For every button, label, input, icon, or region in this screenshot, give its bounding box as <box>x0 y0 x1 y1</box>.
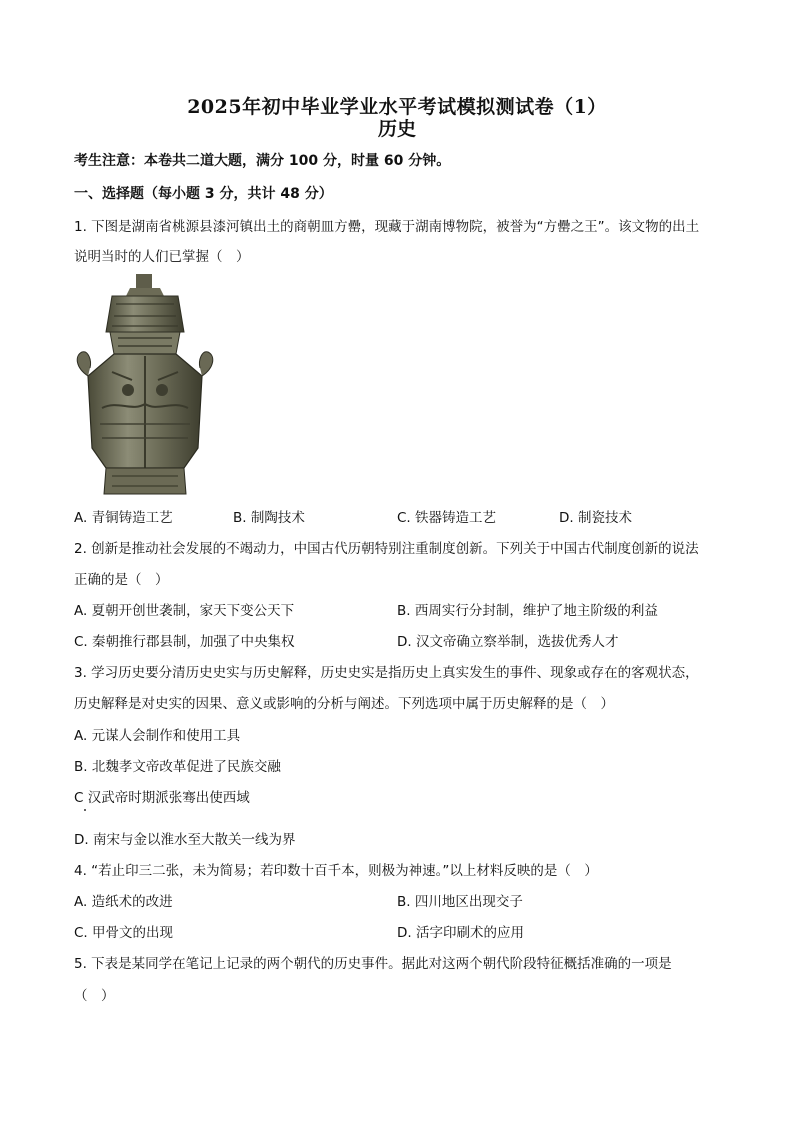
question-1-option-b[interactable]: B. 制陶技术 <box>233 510 305 526</box>
question-2-option-a[interactable]: A. 夏朝开创世袭制，家天下变公天下 <box>74 603 295 619</box>
bronze-vessel-image <box>72 272 218 498</box>
stray-dot-mark <box>84 809 86 811</box>
question-1-option-d[interactable]: D. 制瓷技术 <box>559 510 632 526</box>
question-2-option-b[interactable]: B. 西周实行分封制，维护了地主阶级的利益 <box>397 603 658 619</box>
question-3-option-d[interactable]: D. 南宋与金以淮水至大散关一线为界 <box>74 832 296 848</box>
section-heading: 一、选择题（每小题 3 分，共计 48 分） <box>74 186 333 202</box>
question-3-stem-line2: 历史解释是对史实的因果、意义或影响的分析与阐述。下列选项中属于历史解释的是（ ） <box>74 696 614 712</box>
question-4-option-c[interactable]: C. 甲骨文的出现 <box>74 925 174 941</box>
question-3-stem-line1: 3. 学习历史要分清历史史实与历史解释，历史史实是指历史上真实发生的事件、现象或存在的客观状态， <box>74 665 699 681</box>
question-3-option-a[interactable]: A. 元谋人会制作和使用工具 <box>74 728 241 744</box>
question-4-option-b[interactable]: B. 四川地区出现交子 <box>397 894 523 910</box>
question-2-option-d[interactable]: D. 汉文帝确立察举制，选拔优秀人才 <box>397 634 619 650</box>
question-2-stem-line2: 正确的是（ ） <box>74 572 169 588</box>
question-3-option-c[interactable]: C 汉武帝时期派张骞出使西域 <box>74 790 250 806</box>
question-1-option-a[interactable]: A. 青铜铸造工艺 <box>74 510 173 526</box>
question-4-option-d[interactable]: D. 活字印刷术的应用 <box>397 925 524 941</box>
exam-title: 2025年初中毕业学业水平考试模拟测试卷（1） <box>187 96 607 118</box>
question-3-option-b[interactable]: B. 北魏孝文帝改革促进了民族交融 <box>74 759 281 775</box>
question-1-stem-line1: 1. 下图是湖南省桃源县漆河镇出土的商朝皿方罍，现藏于湖南博物院，被誉为“方罍之王”。该文物的出土 <box>74 219 700 235</box>
question-4-option-a[interactable]: A. 造纸术的改进 <box>74 894 173 910</box>
question-1-stem-line2: 说明当时的人们已掌握（ ） <box>74 249 250 265</box>
question-4-stem-line1: 4. “若止印三二张，未为简易；若印数十百千本，则极为神速。”以上材料反映的是（ ） <box>74 863 598 879</box>
question-2-stem-line1: 2. 创新是推动社会发展的不竭动力，中国古代历朝特别注重制度创新。下列关于中国古代制度创新的说法 <box>74 541 699 557</box>
question-5-stem-line2: （ ） <box>74 988 115 1004</box>
question-2-option-c[interactable]: C. 秦朝推行郡县制，加强了中央集权 <box>74 634 295 650</box>
question-5-stem-line1: 5. 下表是某同学在笔记上记录的两个朝代的历史事件。据此对这两个朝代阶段特征概括准确的一项是 <box>74 956 672 972</box>
exam-notice: 考生注意：本卷共二道大题，满分 100 分，时量 60 分钟。 <box>74 153 451 169</box>
question-1-option-c[interactable]: C. 铁器铸造工艺 <box>397 510 497 526</box>
exam-subject: 历史 <box>377 118 416 140</box>
